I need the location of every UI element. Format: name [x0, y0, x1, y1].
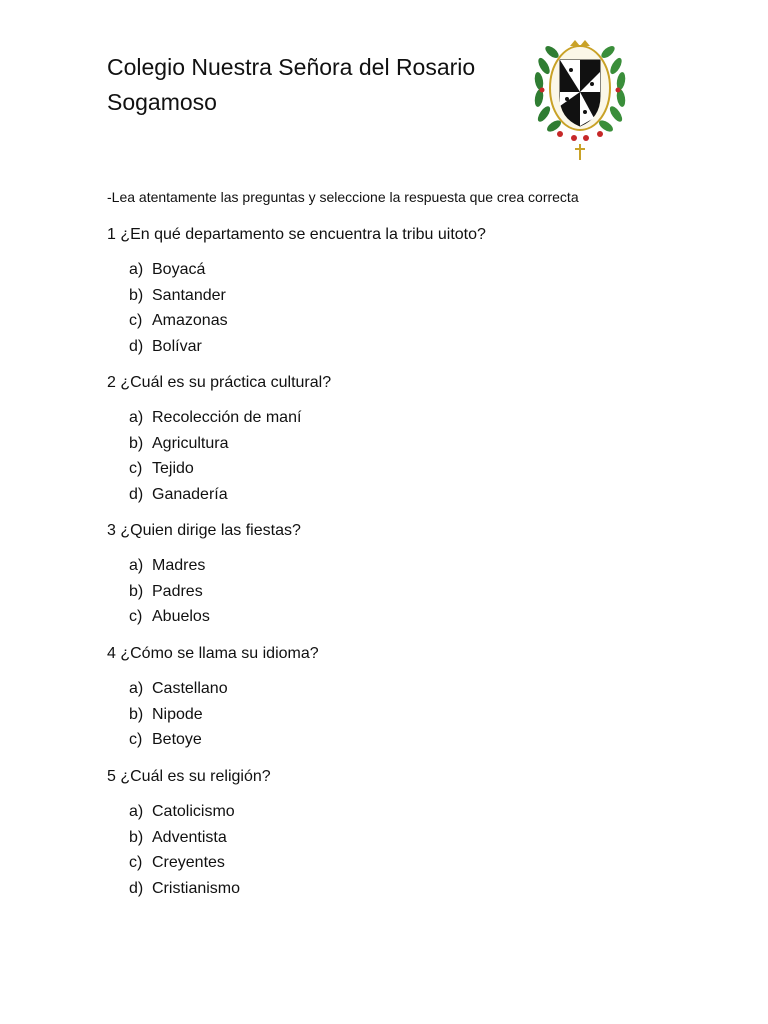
option-5b[interactable]	[129, 825, 240, 851]
question-3: 3 ¿Quien dirige las fiestas?	[107, 522, 301, 539]
option-1b[interactable]	[129, 283, 228, 309]
option-text: Betoye	[152, 731, 202, 749]
option-2a[interactable]	[129, 405, 301, 431]
option-1d[interactable]	[129, 334, 228, 360]
question-2-options	[129, 405, 301, 508]
option-text: Padres	[152, 582, 203, 600]
option-text: Ganadería	[152, 486, 228, 504]
option-letter: a)	[129, 680, 144, 697]
option-letter: c)	[129, 731, 143, 749]
option-letter: d)	[129, 880, 144, 898]
question-5: 5 ¿Cuál es su religión?	[107, 768, 271, 785]
option-letter: a)	[129, 409, 144, 426]
option-text: Adventista	[152, 828, 227, 846]
option-text: Amazonas	[152, 312, 228, 330]
option-text: Abuelos	[152, 608, 210, 626]
option-3b[interactable]	[129, 579, 210, 605]
option-2c[interactable]	[129, 456, 301, 482]
question-1-options	[129, 257, 228, 360]
option-letter: c)	[129, 608, 143, 626]
instructions-text: -Lea atentamente las preguntas y seleccione la respuesta que crea correcta	[107, 189, 579, 205]
option-4b[interactable]	[129, 702, 228, 728]
option-text: Cristianismo	[152, 880, 241, 898]
option-2b[interactable]	[129, 431, 301, 457]
option-text: Agricultura	[152, 434, 229, 452]
option-3a[interactable]	[129, 553, 210, 579]
question-5-options	[129, 799, 240, 902]
option-4c[interactable]	[129, 727, 228, 753]
option-3c[interactable]	[129, 604, 210, 630]
option-1a[interactable]	[129, 257, 228, 283]
option-text: Bolívar	[152, 338, 202, 356]
option-letter: d)	[129, 338, 144, 356]
option-text: Catolicismo	[152, 803, 235, 820]
option-text: Nipode	[152, 705, 203, 723]
question-4: 4 ¿Cómo se llama su idioma?	[107, 645, 319, 662]
question-1: 1 ¿En qué departamento se encuentra la tribu uitoto?	[107, 226, 486, 243]
option-letter: a)	[129, 803, 144, 820]
option-letter: b)	[129, 286, 144, 304]
title-line-2: Sogamoso	[107, 89, 217, 115]
page-title	[107, 50, 475, 120]
question-2: 2 ¿Cuál es su práctica cultural?	[107, 374, 332, 391]
option-letter: d)	[129, 486, 144, 504]
option-2d[interactable]	[129, 482, 301, 508]
option-text: Castellano	[152, 680, 228, 697]
option-letter: a)	[129, 557, 144, 574]
option-text: Boyacá	[152, 261, 206, 278]
option-letter: c)	[129, 854, 143, 872]
option-letter: b)	[129, 434, 144, 452]
option-text: Santander	[152, 286, 226, 304]
option-4a[interactable]	[129, 676, 228, 702]
option-text: Recolección de maní	[152, 409, 302, 426]
option-letter: b)	[129, 705, 144, 723]
option-text: Madres	[152, 557, 206, 574]
option-letter: b)	[129, 828, 144, 846]
option-text: Tejido	[152, 460, 194, 478]
question-4-options	[129, 676, 228, 753]
school-crest-icon	[530, 26, 630, 166]
option-1c[interactable]	[129, 308, 228, 334]
title-line-1: Colegio Nuestra Señora del Rosario	[107, 54, 476, 80]
option-5d[interactable]	[129, 876, 240, 902]
option-letter: b)	[129, 582, 144, 600]
option-letter: c)	[129, 312, 143, 330]
option-text: Creyentes	[152, 854, 225, 872]
option-letter: c)	[129, 460, 143, 478]
question-3-options	[129, 553, 210, 630]
option-letter: a)	[129, 261, 144, 278]
option-5a[interactable]	[129, 799, 240, 825]
option-5c[interactable]	[129, 850, 240, 876]
